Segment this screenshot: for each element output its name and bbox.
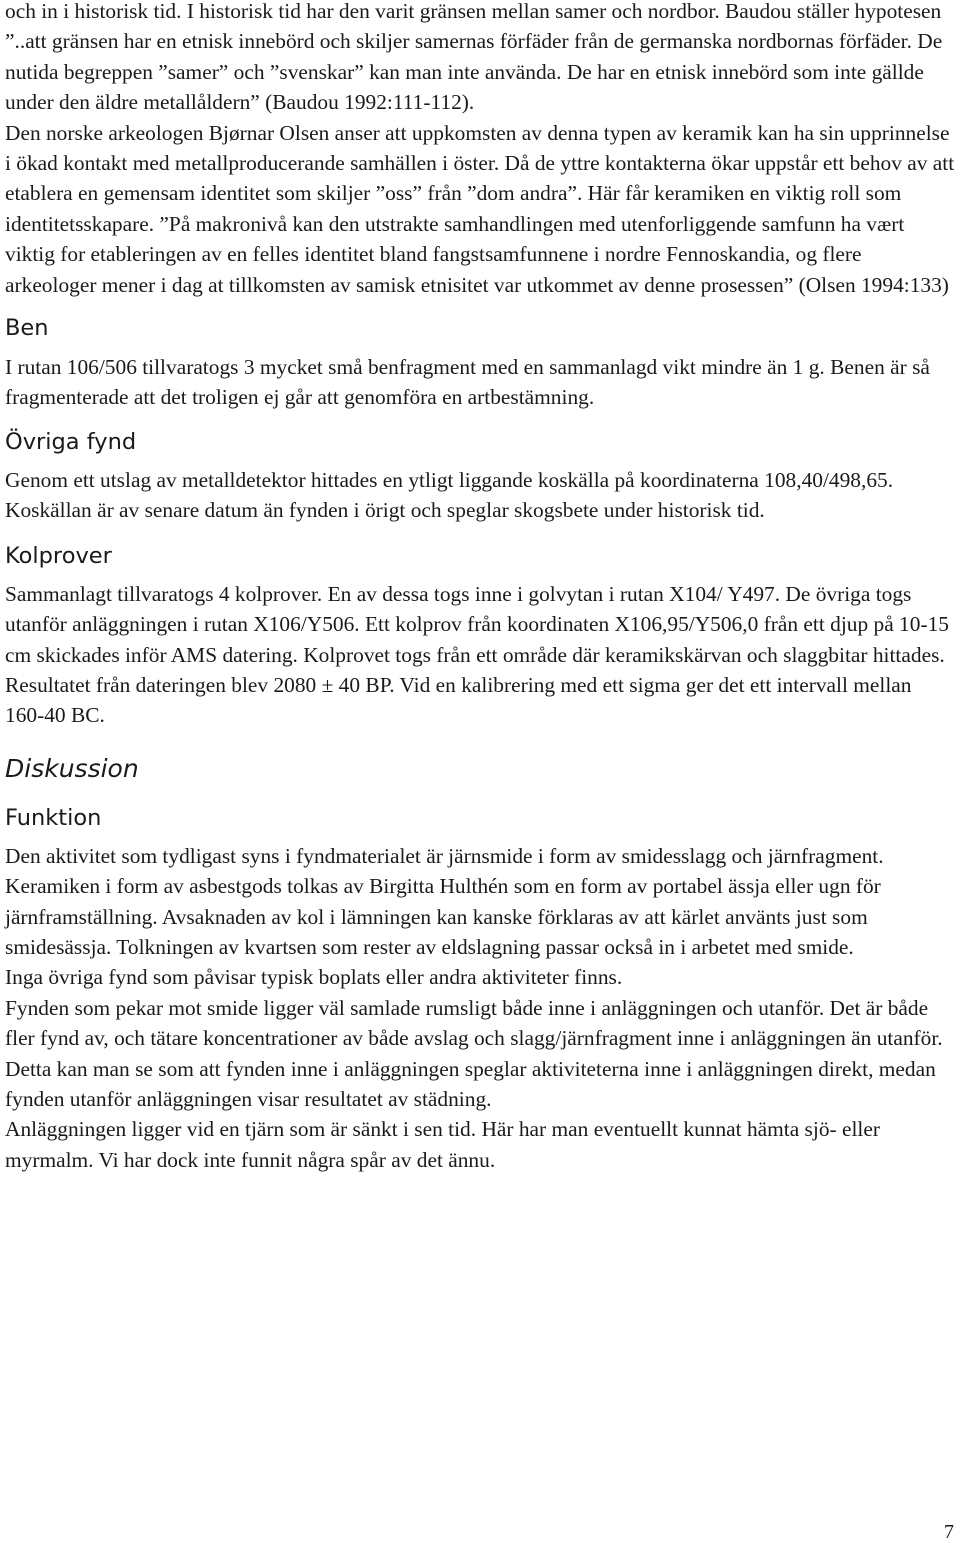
intro-paragraph-1: och in i historisk tid. I historisk tid har den varit gränsen mellan samer och nordbor. Baudou ställer hypotesen ”..att gränsen har en etnisk innebörd och skiljer samernas förfäder från de germanska nordbornas förfäder. De nutida begreppen ”samer” och ”svenskar” kan man inte använda. De har en etnisk innebörd som inte gällde under den äldre metallåldern” (Baudou 1992:111-112). — [5, 0, 943, 115]
funktion-paragraph-3: Fynden som pekar mot smide ligger väl samlade rumsligt både inne i anläggningen och utanför. Det är både fler fynd av, och tätare koncentrationer av både avslag och slagg/järnfragment inne i anläggningen än utanför. Detta kan man se som att fynden inne i anläggningen speglar aktiviteterna inne i anläggningen direkt, medan fynden utanför anläggningen visar resultatet av städning. — [5, 995, 943, 1111]
document-page — [5, 0, 955, 1175]
section-text-ovriga-fynd: Genom ett utslag av metalldetektor hittades en ytligt liggande koskälla på koordinaterna 108,40/498,65. Koskällan är av senare datum än fynden i örigt och speglar skogsbete under historisk tid. — [5, 467, 894, 523]
section-text-kolprover: Sammanlagt tillvaratogs 4 kolprover. En av dessa togs inne i golvytan i rutan X104/ Y497. De övriga togs utanför anläggningen i rutan X106/Y506. Ett kolprov från koordinaten X106,95/Y506,0 från ett djup på 10-15 cm skickades inför AMS datering. Kolprovet togs från ett område där keramikskärvan och slaggbitar hittades. Resultatet från dateringen blev 2080 ± 40 BP. Vid en kalibrering med ett sigma ger det ett intervall mellan 160-40 BC. — [5, 581, 949, 728]
funktion-paragraph-1: Den aktivitet som tydligast syns i fyndmaterialet är järnsmide i form av smidesslagg och järnfragment. Keramiken i form av asbestgods tolkas av Birgitta Hulthén som en form av portabel ässja eller ugn för järnframställning. Avsaknaden av kol i lämningen kan kanske förklaras av att kärlet använts just som smidesässja. Tolkningen av kvartsen som rester av eldslagning passar också in i arbetet med smide. — [5, 843, 884, 959]
funktion-paragraph-2: Inga övriga fynd som påvisar typisk boplats eller andra aktiviteter finns. — [5, 965, 623, 990]
section-heading-funktion: Funktion — [5, 804, 102, 831]
section-heading-ben: Ben — [5, 315, 49, 342]
chapter-heading-diskussion: Diskussion — [5, 753, 139, 783]
section-text-ben: I rutan 106/506 tillvaratogs 3 mycket små benfragment med en sammanlagd vikt mindre än 1 g. Benen är så fragmenterade att det troligen ej går att genomföra en artbestämning. — [5, 355, 930, 410]
intro-paragraph-2: Den norske arkeologen Bjørnar Olsen anser att uppkomsten av denna typen av keramik kan ha sin upprinnelse i ökad kontakt med metallproducerande samhällen i öster. Då de yttre kontakterna ökar uppstår ett behov av att etablera en gemensam identitet som skiljer ”oss” från ”dom andra”. Här får keramiken en viktig roll som identitetsskapare. ”På makronivå kan den utstrakte samhandlingen med utenforliggende samfunn ha vært viktig for etableringen av en felles identitet bland fangstsamfunnene i nordre Fennoskandia, og flere arkeologer mener i dag at tillkomsten av samisk etnisitet var utkommet av denne prosessen” (Olsen 1994:133) — [5, 120, 955, 297]
page-number: 7 — [944, 1521, 954, 1543]
section-heading-kolprover: Kolprover — [5, 542, 112, 569]
funktion-paragraph-4: Anläggningen ligger vid en tjärn som är sänkt i sen tid. Här har man eventuellt kunnat hämta sjö- eller myrmalm. Vi har dock inte funnit några spår av det ännu. — [5, 1117, 880, 1172]
section-heading-ovriga-fynd: Övriga fynd — [5, 428, 137, 455]
